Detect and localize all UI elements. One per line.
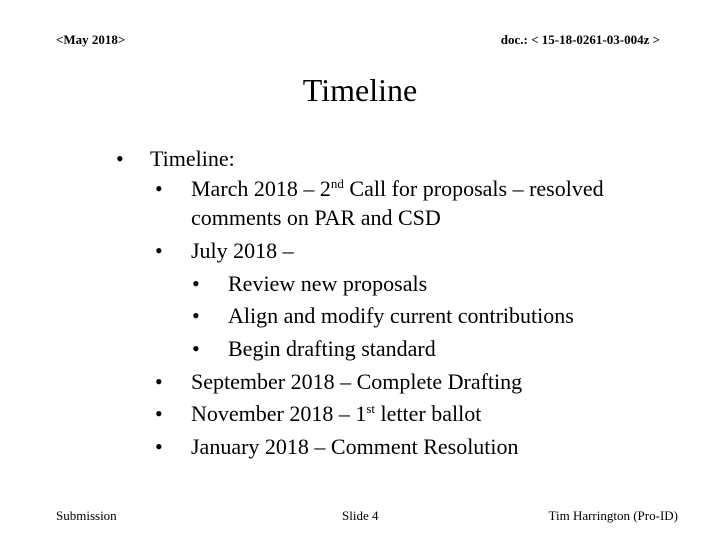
- item1-sup: nd: [330, 176, 344, 191]
- sub-begin-drafting: Begin drafting standard: [228, 336, 436, 361]
- item-march-2018-cont: comments on PAR and CSD: [191, 205, 441, 230]
- item4-text-a: November 2018 – 1: [191, 401, 367, 426]
- item1-text-b: Call for proposals – resolved: [343, 176, 604, 201]
- footer-author: Tim Harrington (Pro-ID): [548, 508, 678, 523]
- item4-text-b: letter ballot: [375, 401, 482, 426]
- item-january-2018: January 2018 – Comment Resolution: [191, 434, 519, 459]
- slide-title: Timeline: [302, 72, 418, 108]
- footer-submission: Submission: [56, 508, 117, 523]
- bullet-item4: •: [155, 401, 163, 426]
- bullet-item2: •: [155, 238, 163, 263]
- item-july-2018: July 2018 –: [191, 238, 294, 263]
- bullet-item3: •: [155, 369, 163, 394]
- sub-review-proposals: Review new proposals: [228, 271, 428, 296]
- item-november-2018: [191, 401, 481, 427]
- item4-sup: st: [366, 401, 376, 416]
- item-september-2018: September 2018 – Complete Drafting: [191, 369, 523, 394]
- timeline-heading: Timeline:: [150, 146, 235, 171]
- bullet-item5: •: [155, 434, 163, 459]
- bullet-sub1: •: [192, 271, 200, 296]
- item-march-2018: [191, 176, 604, 202]
- header-date: <May 2018>: [56, 32, 126, 47]
- bullet-sub2: •: [192, 303, 200, 328]
- header-doc-id: doc.: < 15-18-0261-03-004z >: [500, 32, 660, 47]
- bullet-sub3: •: [192, 336, 200, 361]
- item1-text-a: March 2018 – 2: [191, 176, 331, 201]
- sub-align-contributions: Align and modify current contributions: [228, 303, 574, 328]
- bullet-l1: •: [116, 146, 124, 171]
- footer-slide-number: Slide 4: [342, 508, 379, 523]
- bullet-item1: •: [155, 176, 163, 201]
